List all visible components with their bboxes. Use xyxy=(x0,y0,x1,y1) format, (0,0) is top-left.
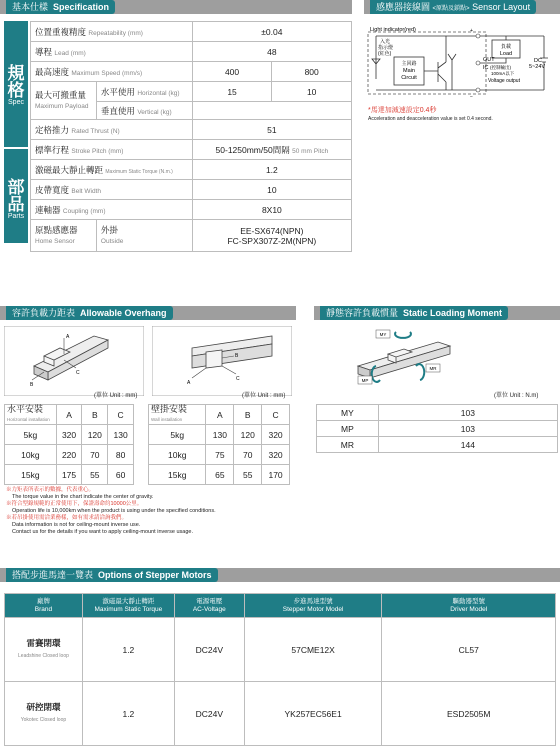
value-c: 60 xyxy=(108,465,134,485)
brand-zh: 研控閉環 xyxy=(26,701,61,712)
value-2: FC-SPX307Z-2M(NPN) xyxy=(227,235,317,246)
label-en: Coupling (mm) xyxy=(62,207,106,215)
wall-unit: (單位 Unit : mm) xyxy=(242,393,286,399)
accel-note-zh: *馬達加減速設定0.4秒 xyxy=(368,107,437,114)
spec-row-speed xyxy=(31,62,352,82)
weight: 15kg xyxy=(149,465,206,485)
value-2: 10 xyxy=(272,82,352,102)
motors-table xyxy=(4,593,556,746)
header-en: AC-Voltage xyxy=(192,605,226,613)
table-row xyxy=(317,437,558,453)
spec-row-sensor xyxy=(31,220,352,252)
torque: 1.2 xyxy=(82,682,174,746)
header-zh: 驅動器型號 xyxy=(452,597,485,605)
label-en: Home Sensor xyxy=(35,237,75,245)
terminal-out xyxy=(476,61,480,65)
value-en: 50 mm Pitch xyxy=(292,147,329,155)
static-moment-table xyxy=(316,404,558,453)
diagram-label-c: C xyxy=(76,370,80,376)
table-row xyxy=(149,445,290,465)
parts-side-label xyxy=(4,149,28,243)
spec-section-bar xyxy=(0,0,352,14)
label-zh: 標準行程 xyxy=(35,144,70,155)
label-en: Belt Width xyxy=(71,187,102,195)
ic-label: IC xyxy=(483,65,489,71)
static-unit: (單位 Unit : N.m) xyxy=(494,393,539,399)
terminal-minus xyxy=(476,88,480,92)
terminal-plus xyxy=(476,34,480,38)
value-1: 400 xyxy=(192,62,272,82)
main-circuit-zh: 主回路 xyxy=(401,61,417,67)
horizontal-overhang-table xyxy=(4,404,134,485)
value-b: 55 xyxy=(234,465,262,485)
table-row xyxy=(5,425,134,445)
value-a: 75 xyxy=(206,445,234,465)
header-en: Stepper Motor Model xyxy=(282,605,344,613)
in-label-1: 入光 xyxy=(380,39,391,45)
table-row xyxy=(5,618,556,682)
weight: 10kg xyxy=(149,445,206,465)
value: 8X10 xyxy=(192,200,351,220)
label-en: Maximum Payload xyxy=(35,102,89,110)
header-zh: 激磁最大靜止轉距 xyxy=(102,597,155,605)
label-zh: 最大可搬重量 xyxy=(35,89,87,100)
moment-key: MP xyxy=(317,421,379,437)
wall-overhang-table xyxy=(148,404,290,485)
weight: 15kg xyxy=(5,465,57,485)
value-c: 170 xyxy=(262,465,290,485)
parts-side-en: Parts xyxy=(7,213,25,220)
label-zh: 激磁最大靜止轉距 xyxy=(35,164,104,175)
col-header-a: A xyxy=(206,405,234,425)
table-row xyxy=(5,445,134,465)
header-en: Brand xyxy=(34,605,53,613)
value-a: 320 xyxy=(56,425,82,445)
spec-row-coupling xyxy=(31,200,352,220)
spec-table xyxy=(30,21,352,252)
moment-value: 144 xyxy=(378,437,557,453)
label-zh: 連軸器 xyxy=(35,204,61,215)
table-row xyxy=(317,405,558,421)
horizontal-install-diagram xyxy=(4,326,144,396)
diagram-label-a: A xyxy=(187,380,191,386)
load-en: Load xyxy=(499,51,513,57)
wall-install-diagram xyxy=(152,326,292,396)
spec-row-lead xyxy=(31,42,352,62)
driver-model: ESD2505M xyxy=(382,682,556,746)
value-1: EE-SX674(NPN) xyxy=(240,225,304,236)
static-moment-diagram xyxy=(318,326,488,392)
horizontal-unit: (單位 Unit : mm) xyxy=(94,393,138,399)
label-zh: 皮帶寬度 xyxy=(35,184,70,195)
value-b: 70 xyxy=(234,445,262,465)
voltage: DC24V xyxy=(174,682,244,746)
value-b: 55 xyxy=(82,465,108,485)
value-a: 175 xyxy=(56,465,82,485)
moment-value: 103 xyxy=(378,421,557,437)
ic-note-2: 100mA以下 xyxy=(491,71,515,76)
note-3-en: Data information is not for ceiling-mount inverse use. xyxy=(12,522,141,528)
value: 48 xyxy=(192,42,351,62)
label-en: Lead (mm) xyxy=(54,49,86,57)
note-3-zh: ※若吊掛使用需洽業務樣，如有需求請洽詢我們。 xyxy=(6,515,128,521)
sensor-wiring-diagram xyxy=(366,24,556,104)
mr-tag: MR xyxy=(429,366,437,371)
weight: 10kg xyxy=(5,445,57,465)
value-b: 70 xyxy=(82,445,108,465)
overhang-section-bar xyxy=(0,306,296,320)
table-row xyxy=(149,425,290,445)
diagram-label-c: C xyxy=(236,376,240,382)
parts-side-zh: 部品 xyxy=(7,178,25,214)
motor-model: YK257EC56E1 xyxy=(244,682,382,746)
value: ±0.04 xyxy=(192,22,351,42)
plus-sign: + xyxy=(470,28,473,34)
label-zh: 定格推力 xyxy=(35,124,70,135)
label-zh: 最高速度 xyxy=(35,66,70,77)
diagram-label-b: B xyxy=(235,353,239,359)
static-section-bar xyxy=(314,306,560,320)
value-c: 130 xyxy=(108,425,134,445)
voltage-output: Voltage output xyxy=(488,78,520,84)
overhang-notes xyxy=(6,487,306,536)
overhang-title: 容許負載力距表 Allowable Overhang xyxy=(6,306,173,320)
table-row xyxy=(149,465,290,485)
label-zh: 導程 xyxy=(35,46,53,57)
spec-side-zh: 規格 xyxy=(7,64,25,100)
weight: 5kg xyxy=(5,425,57,445)
sub-label-zh: 外掛 xyxy=(100,224,118,235)
sensor-title: 感應器接線圖 <原點及鎖點> Sensor Layout xyxy=(370,0,536,14)
brand-en: Yokotec Closed loop xyxy=(20,716,67,723)
table-row xyxy=(5,682,556,746)
out-label: OUT xyxy=(483,57,495,63)
label-en: Stroke Pitch (mm) xyxy=(71,147,124,155)
header-zh: 步進馬達型號 xyxy=(293,597,333,605)
dc-label: DC xyxy=(534,58,542,64)
value-c: 320 xyxy=(262,445,290,465)
spec-row-belt xyxy=(31,180,352,200)
label-en: Maximum Speed (mm/s) xyxy=(71,69,143,77)
col-header-b: B xyxy=(82,405,108,425)
header-en: Driver Model xyxy=(450,605,488,613)
value: 10 xyxy=(192,180,351,200)
spec-row-repeat xyxy=(31,22,352,42)
spec-side-en: Spec xyxy=(8,99,24,106)
torque: 1.2 xyxy=(82,618,174,682)
note-1-en: The torque value in the chart indicate the center of gravity. xyxy=(12,494,154,500)
ic-note-1: (控制輸出) xyxy=(490,65,511,70)
value-b: 120 xyxy=(234,425,262,445)
motors-section-bar xyxy=(0,568,560,582)
motor-model: 57CME12X xyxy=(244,618,382,682)
sub-label-zh: 垂直使用 xyxy=(100,105,135,116)
value-b: 120 xyxy=(82,425,108,445)
driver-model: CL57 xyxy=(382,618,556,682)
spec-row-payload-h xyxy=(31,82,352,102)
brand-en: Leadshine Closed loop xyxy=(18,652,69,659)
moment-value: 103 xyxy=(378,405,557,421)
weight: 5kg xyxy=(149,425,206,445)
note-2-en: Operation life is 10,000km when the product is using under the specified conditions. xyxy=(12,508,216,514)
col-header-c: C xyxy=(262,405,290,425)
led-icon xyxy=(372,36,380,79)
table-row xyxy=(317,421,558,437)
main-circuit-en-2: Circuit xyxy=(401,75,417,81)
spec-row-stroke xyxy=(31,140,352,160)
col-header-c: C xyxy=(108,405,134,425)
spec-side-label xyxy=(4,21,28,147)
wall-label-zh: 壁掛安裝 xyxy=(151,404,188,414)
light-indicator-label: Light indicator(red) xyxy=(370,27,416,33)
minus-sign: − xyxy=(470,94,473,100)
sub-label-en: Outside xyxy=(100,237,124,245)
note-3-en-2: Contact us for the details if you want to apply ceiling-mount inverse usage. xyxy=(12,529,193,535)
moment-key: MR xyxy=(317,437,379,453)
horizontal-label-zh: 水平安裝 xyxy=(7,404,44,414)
value: 1.2 xyxy=(192,160,351,180)
value-2: 800 xyxy=(272,62,352,82)
voltage: DC24V xyxy=(174,618,244,682)
header-zh: 電源電壓 xyxy=(196,597,223,605)
value-a: 130 xyxy=(206,425,234,445)
value-1: 15 xyxy=(192,82,272,102)
value-c: 80 xyxy=(108,445,134,465)
diagram-label-a: A xyxy=(66,334,70,340)
main-circuit-en-1: Main xyxy=(403,68,415,74)
header-zh: 廠牌 xyxy=(36,597,50,605)
spec-row-thrust xyxy=(31,120,352,140)
sensor-section-bar xyxy=(364,0,560,14)
horizontal-label-en: Horizontal installation xyxy=(7,417,50,422)
my-tag: MY xyxy=(379,332,387,337)
motors-header-row xyxy=(5,594,556,618)
sub-label-en: Horizontal (kg) xyxy=(137,89,180,97)
label-zh: 位置重複精度 xyxy=(35,26,87,37)
diagram-label-b: B xyxy=(30,382,34,388)
mp-tag: MP xyxy=(361,378,369,383)
spec-row-torque xyxy=(31,160,352,180)
sub-label-zh: 水平使用 xyxy=(100,86,135,97)
dc-value: 5~24V xyxy=(529,64,546,70)
value: 50-1250mm/50間隔 xyxy=(215,144,290,155)
moment-key: MY xyxy=(317,405,379,421)
label-en: Rated Thrust (N) xyxy=(71,127,120,135)
sub-label-en: Vertical (kg) xyxy=(137,108,172,116)
col-header-b: B xyxy=(234,405,262,425)
value-c: 320 xyxy=(262,425,290,445)
label-en: Repeatability (mm) xyxy=(88,29,143,37)
load-zh: 負載 xyxy=(500,44,512,50)
table-row xyxy=(5,465,134,485)
note-2-zh: ※符合型錄規範的正常使用下，保證壽命約10000公里。 xyxy=(6,501,143,507)
motors-title: 搭配步進馬達一覽表 Options of Stepper Motors xyxy=(6,568,218,582)
in-label-2: 指示燈 xyxy=(378,45,394,51)
accel-note-en: Acceleration and deacceleration value is set 0.4 second. xyxy=(368,116,493,122)
note-1-zh: ※力矩表所表示的數據，代表重心。 xyxy=(6,487,95,493)
value: 51 xyxy=(192,120,351,140)
label-zh: 原點感應器 xyxy=(35,224,78,235)
static-title: 靜態容許負載慣量 Static Loading Moment xyxy=(320,306,508,320)
value-a: 220 xyxy=(56,445,82,465)
spec-title: 基本仕樣 Specification xyxy=(6,0,115,14)
in-label-3: (紅色) xyxy=(378,51,392,57)
value-a: 65 xyxy=(206,465,234,485)
wall-label-en: Wall installation xyxy=(151,417,183,422)
header-en: Maximum Static Torque xyxy=(94,605,163,613)
label-en: Maximum Static Torque (N.m.) xyxy=(105,168,173,175)
brand-zh: 雷賽閉環 xyxy=(26,637,61,648)
col-header-a: A xyxy=(56,405,82,425)
